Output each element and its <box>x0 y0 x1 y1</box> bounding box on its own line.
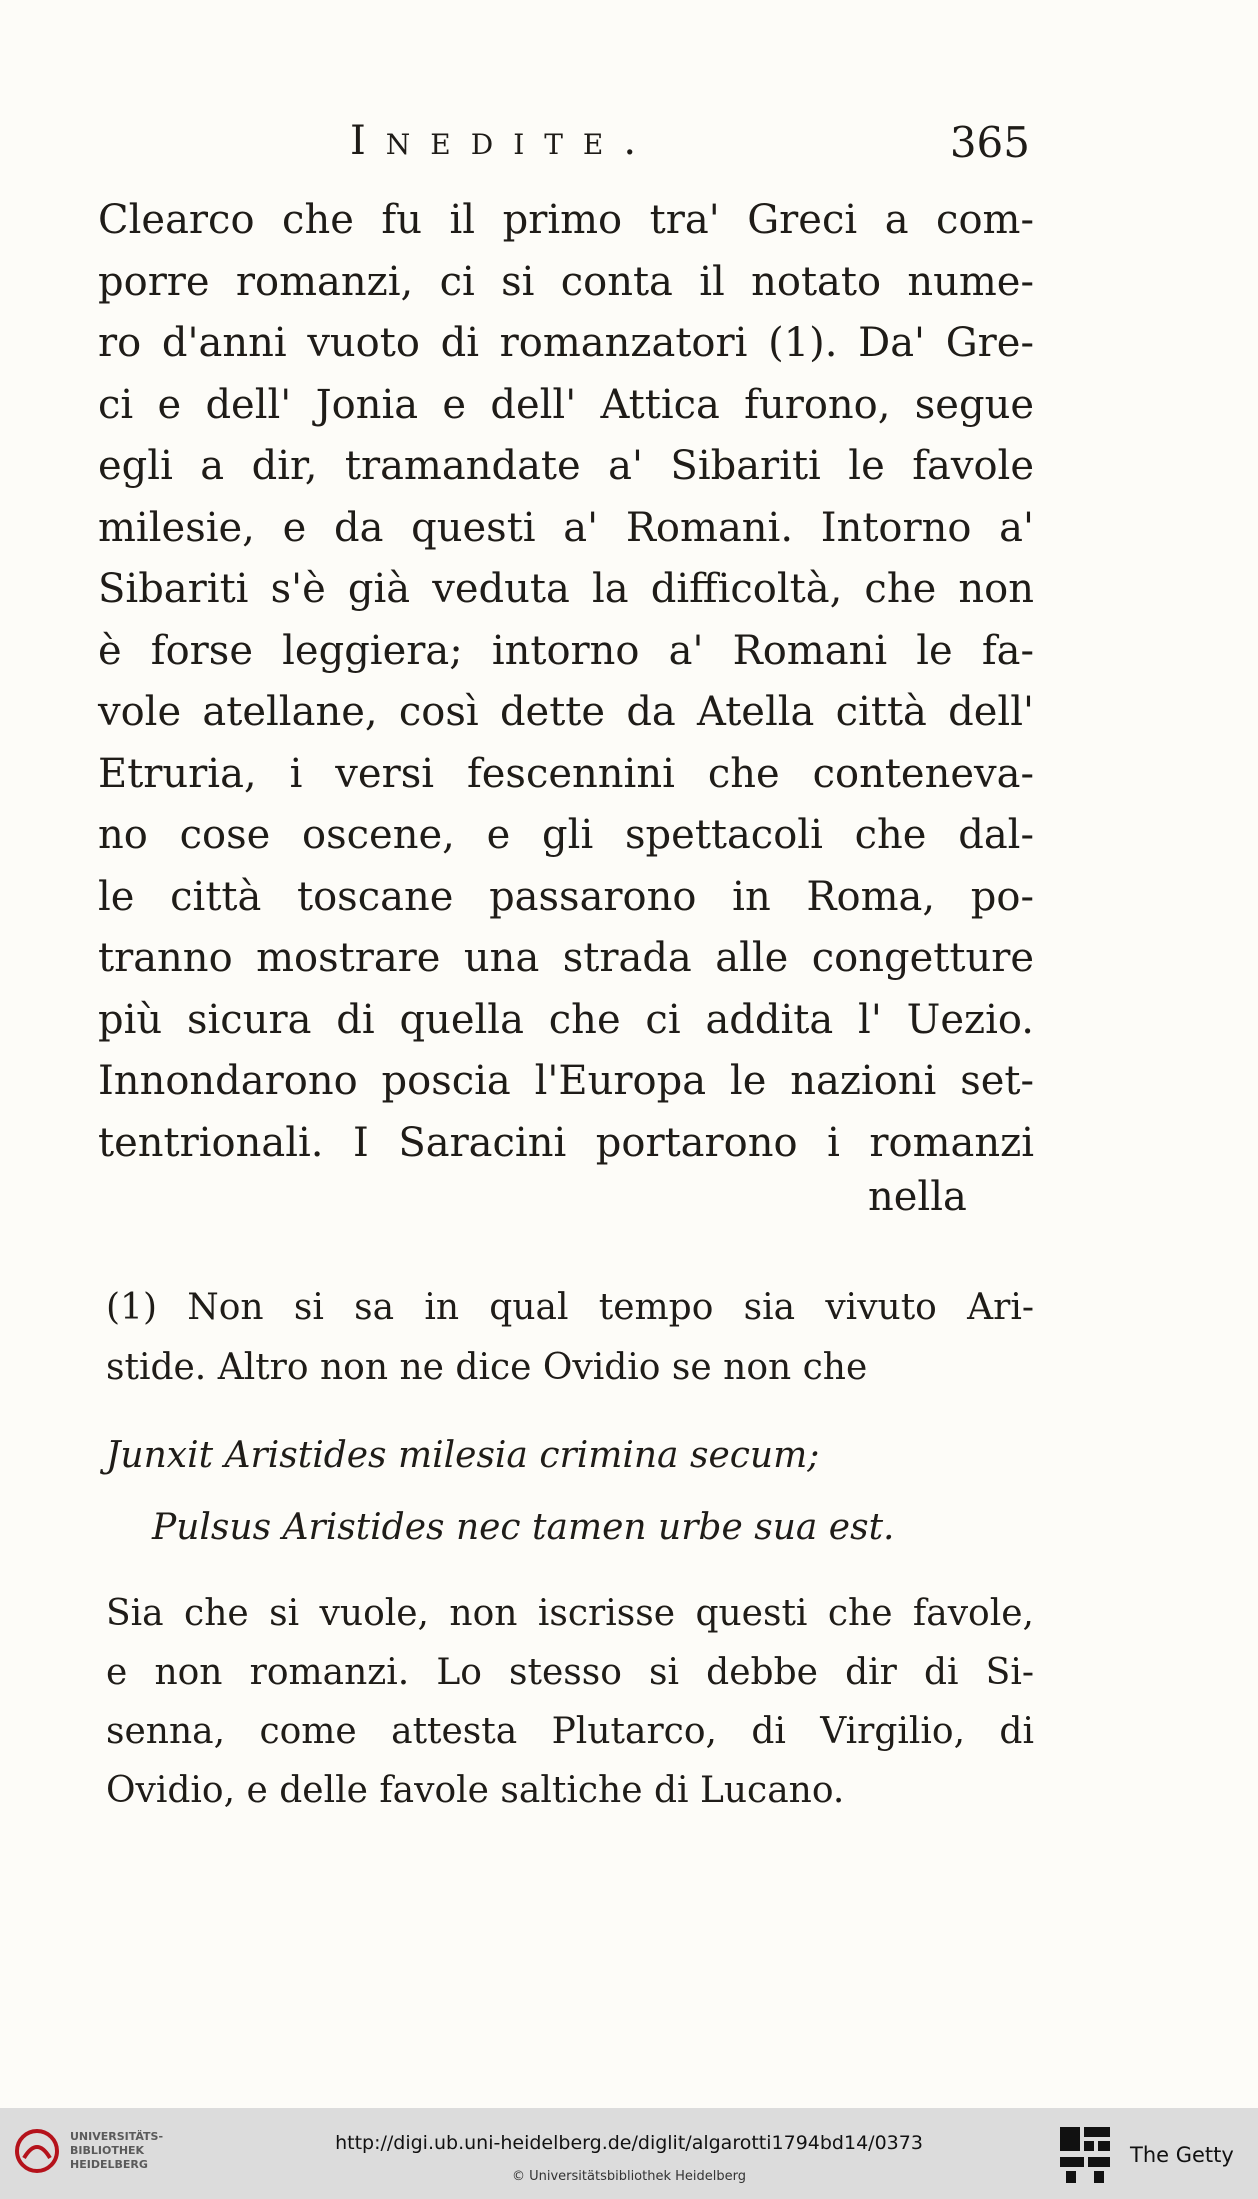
footnote-line: Sia che si vuole, non iscrisse questi che favole, <box>106 1593 1034 1634</box>
library-name-line: BIBLIOTHEK <box>70 2144 145 2157</box>
footnote <box>106 1278 1034 1820</box>
verse-line: Junxit Aristides milesia crimina secum; <box>106 1435 820 1476</box>
text-line: le città toscane passarono in Roma, po- <box>98 873 1034 920</box>
text-line: vole atellane, così dette da Atella città dell' <box>98 689 1034 735</box>
text-line: più sicura di quella che ci addita l' Uezio. <box>98 996 1034 1043</box>
text-line: Sibariti s'è già veduta la difficoltà, che non <box>98 566 1034 612</box>
footnote-continuation <box>106 1584 1034 1820</box>
footnote-line: senna, come attesta Plutarco, di Virgilio, di <box>106 1711 1034 1752</box>
footnote-line: e non romanzi. Lo stesso si debbe dir di Si- <box>106 1652 1034 1693</box>
getty-logo-icon <box>1058 2125 1112 2185</box>
viewer-footer <box>0 2108 1258 2199</box>
copyright-notice: © Universitätsbibliothek Heidelberg <box>511 2169 746 2184</box>
text-line: è forse leggiera; intorno a' Romani le fa- <box>98 627 1034 674</box>
text-line: egli a dir, tramandate a' Sibariti le favole <box>98 443 1034 489</box>
text-line: porre romanzi, ci si conta il notato nume- <box>98 258 1034 305</box>
footnote-line: Ovidio, e delle favole saltiche di Lucano. <box>106 1770 845 1811</box>
library-name-line: HEIDELBERG <box>70 2158 148 2171</box>
footnote-line: (1) Non si sa in qual tempo sia vivuto Ari- <box>106 1287 1034 1328</box>
text-line: Etruria, i versi fescennini che conteneva- <box>98 750 1034 797</box>
running-head: Inedite. <box>350 118 657 164</box>
footnote-line: stide. Altro non ne dice Ovidio se non che <box>106 1347 868 1388</box>
permalink-url[interactable]: http://digi.ub.uni-heidelberg.de/diglit/algarotti1794bd14/0373 <box>335 2132 923 2154</box>
text-line: Clearco che fu il primo tra' Greci a com- <box>98 197 1034 243</box>
text-line: milesie, e da questi a' Romani. Intorno a' <box>98 504 1034 551</box>
text-line: Innondarono poscia l'Europa le nazioni set- <box>98 1058 1034 1104</box>
text-line: ci e dell' Jonia e dell' Attica furono, segue <box>98 381 1034 428</box>
text-line: tentrionali. I Saracini portarono i romanzi <box>98 1119 1034 1166</box>
text-line: tranno mostrare una strada alle congetture <box>98 935 1034 981</box>
page-number: 365 <box>949 118 1030 167</box>
text-line: no cose oscene, e gli spettacoli che dal- <box>98 812 1034 858</box>
page-header <box>350 118 1030 178</box>
main-text <box>98 190 1034 1174</box>
text-line: ro d'anni vuoto di romanzatori (1). Da' Gre- <box>98 320 1034 366</box>
catchword: nella <box>868 1174 967 1220</box>
getty-label: The Getty <box>1130 2143 1234 2167</box>
verse-line: Pulsus Aristides nec tamen urbe sua est. <box>152 1507 895 1548</box>
library-name-line: UNIVERSITÄTS- <box>70 2130 164 2143</box>
